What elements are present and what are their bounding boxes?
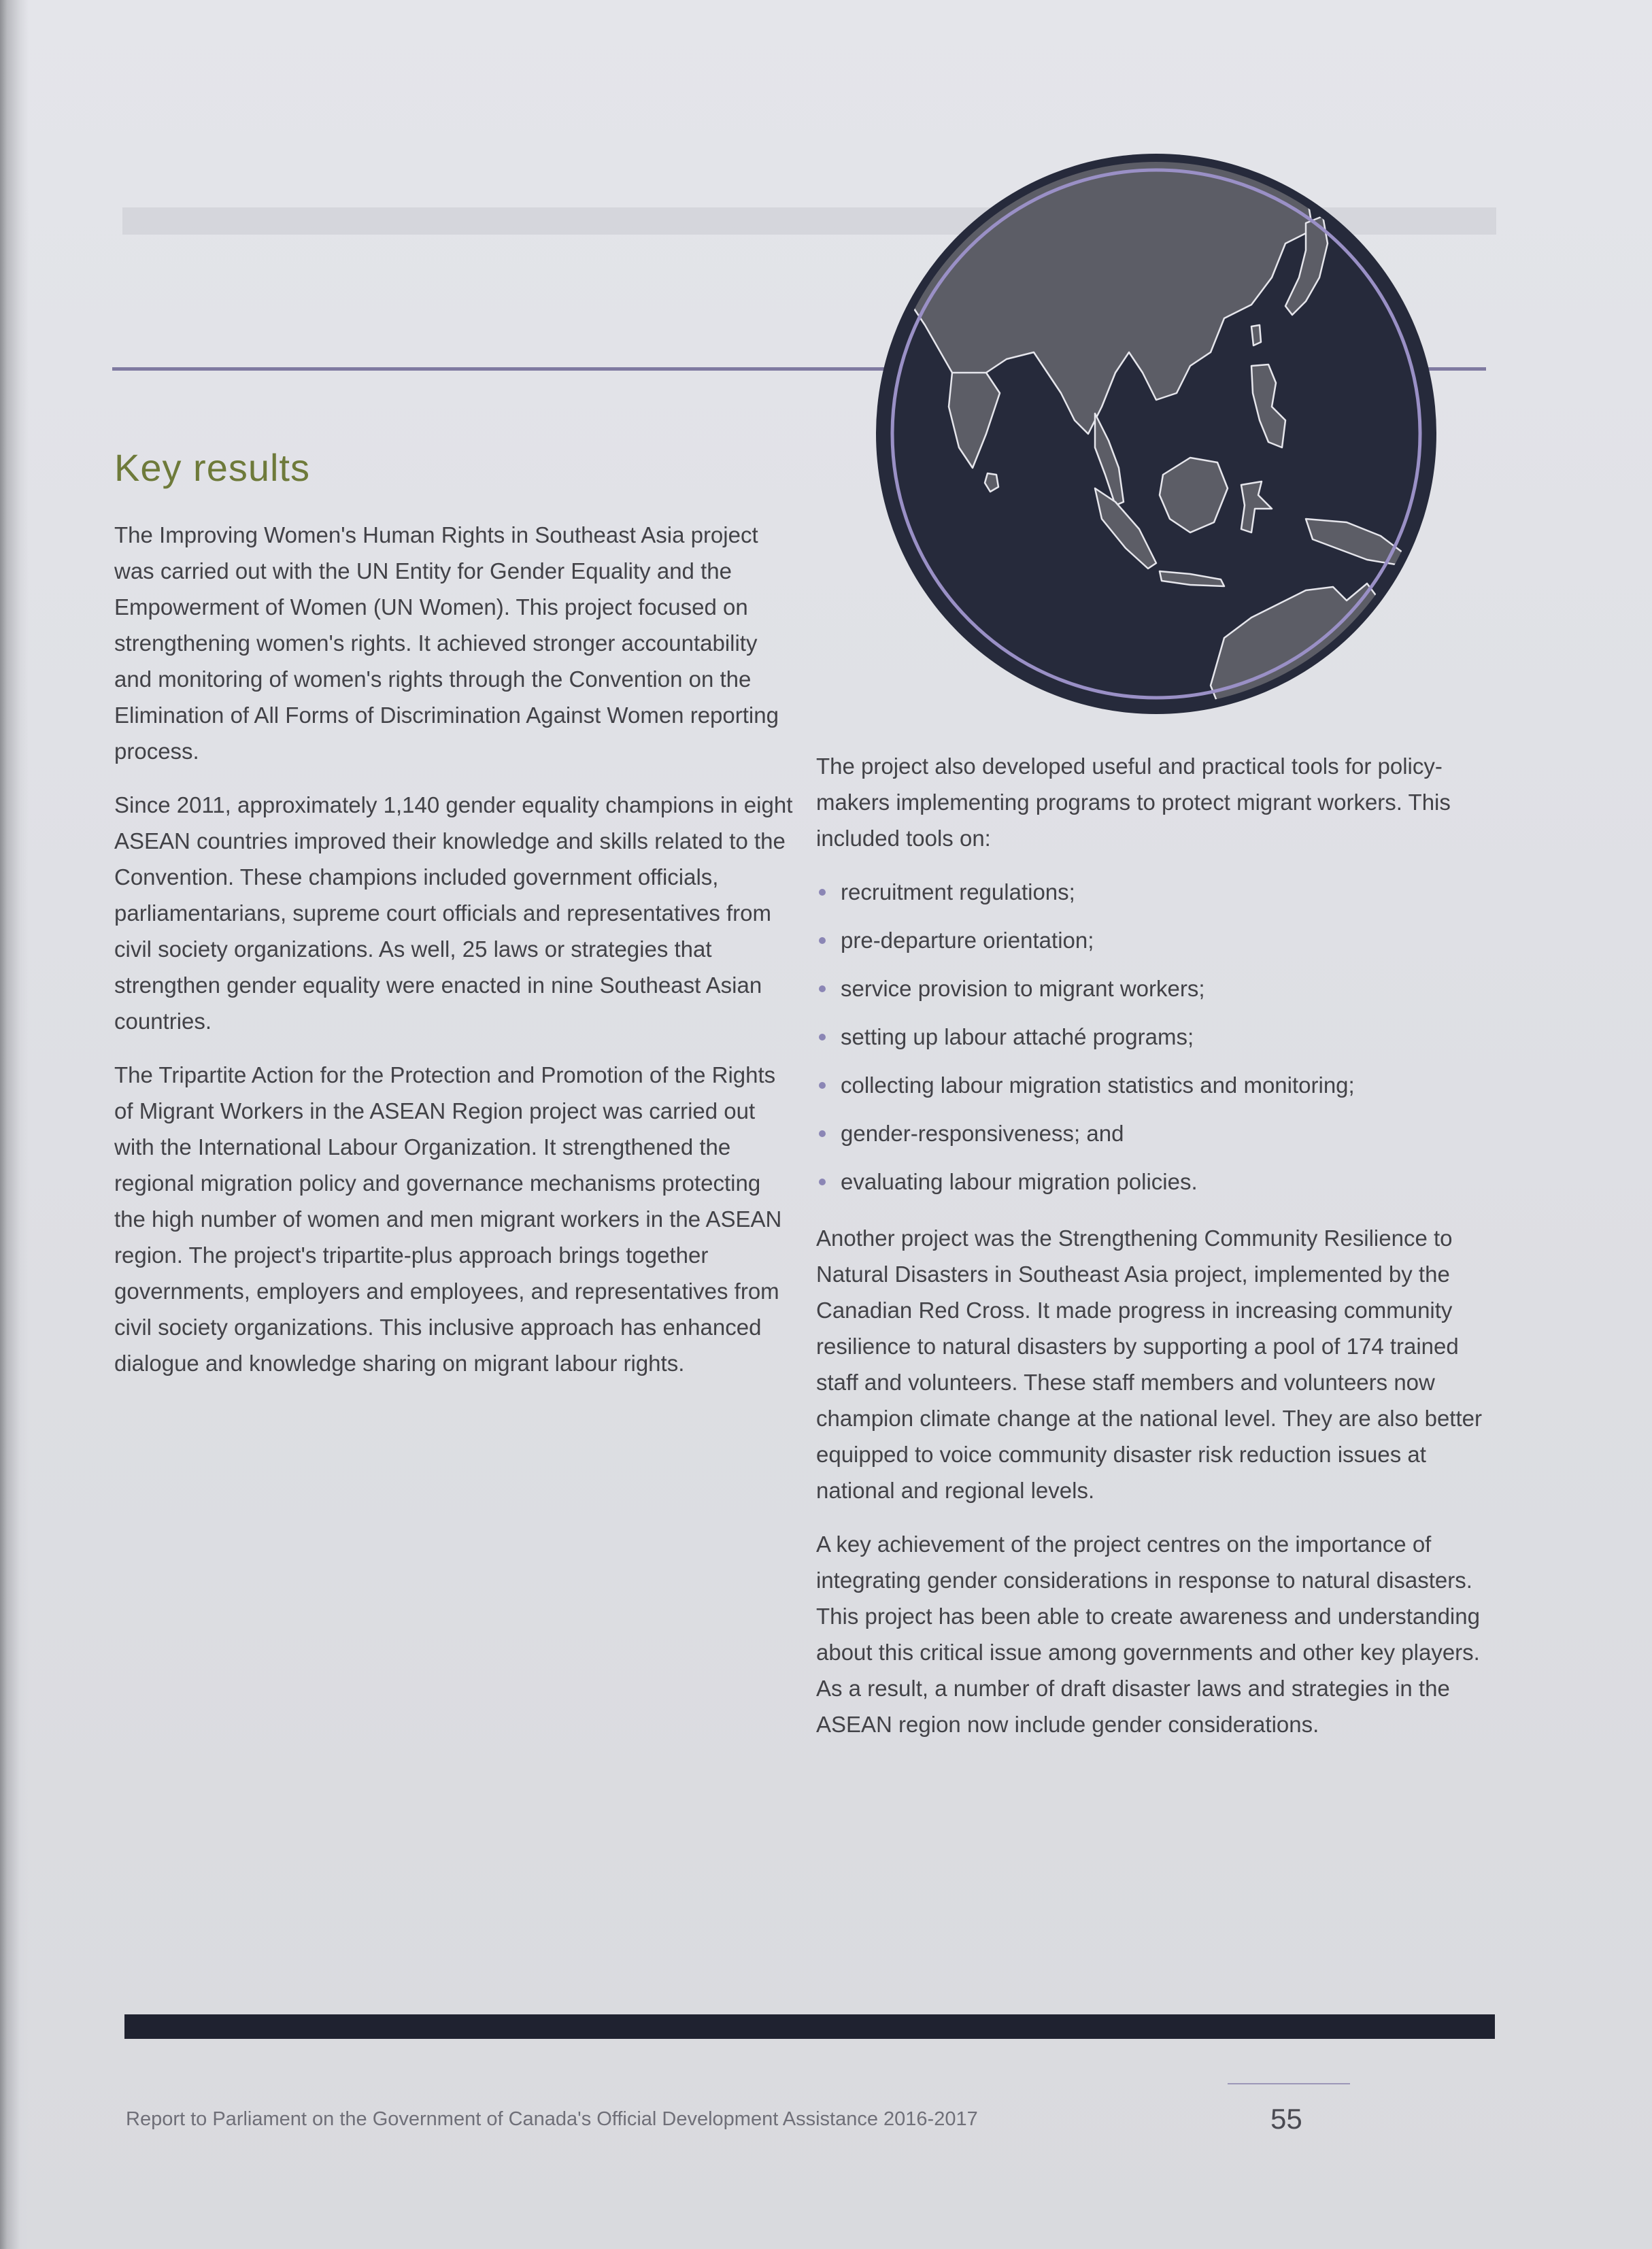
taiwan — [1251, 325, 1261, 345]
list-item — [816, 1019, 1483, 1055]
asia-pacific-globe-illustration — [871, 148, 1442, 720]
list-item-text: service provision to migrant workers; — [841, 976, 1205, 1001]
list-item-text: collecting labour migration statistics and monitoring; — [841, 1072, 1355, 1098]
bullet-icon — [819, 937, 826, 944]
paragraph-women-rights: The Improving Women's Human Rights in Southeast Asia project was carried out with the UN Entity for Gender Equality and the Empowerment of Women (UN Women). This project focused on strengthening women's rights. It achieved stronger accountability and monitoring of women's rights through the Convention on the Elimination of All Forms of Discrimination Against Women reporting process. — [114, 522, 779, 764]
bullet-icon — [819, 889, 826, 896]
paragraph-disaster-resilience: Another project was the Strengthening Community Resilience to Natural Disasters in Southeast Asia project, implemented by the Canadian Red Cross. It made progress in increasing community resilience to natural disasters by supporting a pool of 174 trained staff and volunteers. These staff members and volunteers now champion climate change at the national level. They are also better equipped to voice community disaster risk reduction issues at national and regional levels. — [816, 1225, 1482, 1503]
list-item — [816, 1115, 1483, 1151]
list-item — [816, 922, 1483, 958]
paragraph-migrant-workers: The Tripartite Action for the Protection and Promotion of the Rights of Migrant Workers in the ASEAN Region project was carried out with the International Labour Organization. It strengthened the regional migration policy and governance mechanisms protecting the high number of women and men migrant workers in the ASEAN region. The project's tripartite-plus approach brings together governments, employers and employees, and representatives from civil society organizations. This inclusive approach has enhanced dialogue and knowledge sharing on migrant labour rights. — [114, 1062, 782, 1376]
footer-bar — [124, 2014, 1495, 2039]
binding-shadow — [0, 0, 29, 2249]
section-title: Key results — [114, 446, 310, 489]
bullet-icon — [819, 1130, 826, 1137]
paragraph-gender-champions: Since 2011, approximately 1,140 gender equality champions in eight ASEAN countries improved their knowledge and skills related to the Convention. These champions included government officials, parliamentarians, supreme court officials and representatives from civil society organizations. As well, 25 laws or strategies that strengthen gender equality were enacted in nine Southeast Asian countries. — [114, 792, 793, 1034]
page-number-rule — [1228, 2083, 1350, 2084]
paragraph-gender-considerations: A key achievement of the project centres on the importance of integrating gender considerations in response to natural disasters. This project has been able to create awareness and understanding about this critical issue among governments and other key players. As a result, a number of draft disaster laws and strategies in the ASEAN region now include gender considerations. — [816, 1532, 1480, 1737]
tools-list — [816, 874, 1483, 1200]
list-item-text: evaluating labour migration policies. — [841, 1169, 1198, 1194]
list-item-text: setting up labour attaché programs; — [841, 1024, 1194, 1049]
left-column — [114, 517, 794, 1399]
list-item — [816, 1164, 1483, 1200]
right-column — [816, 748, 1483, 1760]
list-item — [816, 874, 1483, 910]
paragraph-tools-intro: The project also developed useful and practical tools for policy-makers implementing programs to protect migrant workers. This included tools on: — [816, 754, 1451, 851]
list-item-text: recruitment regulations; — [841, 879, 1075, 904]
bullet-icon — [819, 1082, 826, 1089]
list-item — [816, 970, 1483, 1007]
page-number: 55 — [1270, 2103, 1302, 2135]
list-item-text: gender-responsiveness; and — [841, 1121, 1124, 1146]
bullet-icon — [819, 985, 826, 992]
bullet-icon — [819, 1179, 826, 1185]
list-item — [816, 1067, 1483, 1103]
list-item-text: pre-departure orientation; — [841, 928, 1094, 953]
bullet-icon — [819, 1034, 826, 1041]
report-title: Report to Parliament on the Government of Canada's Official Development Assistance 2016-2017 — [126, 2108, 978, 2130]
